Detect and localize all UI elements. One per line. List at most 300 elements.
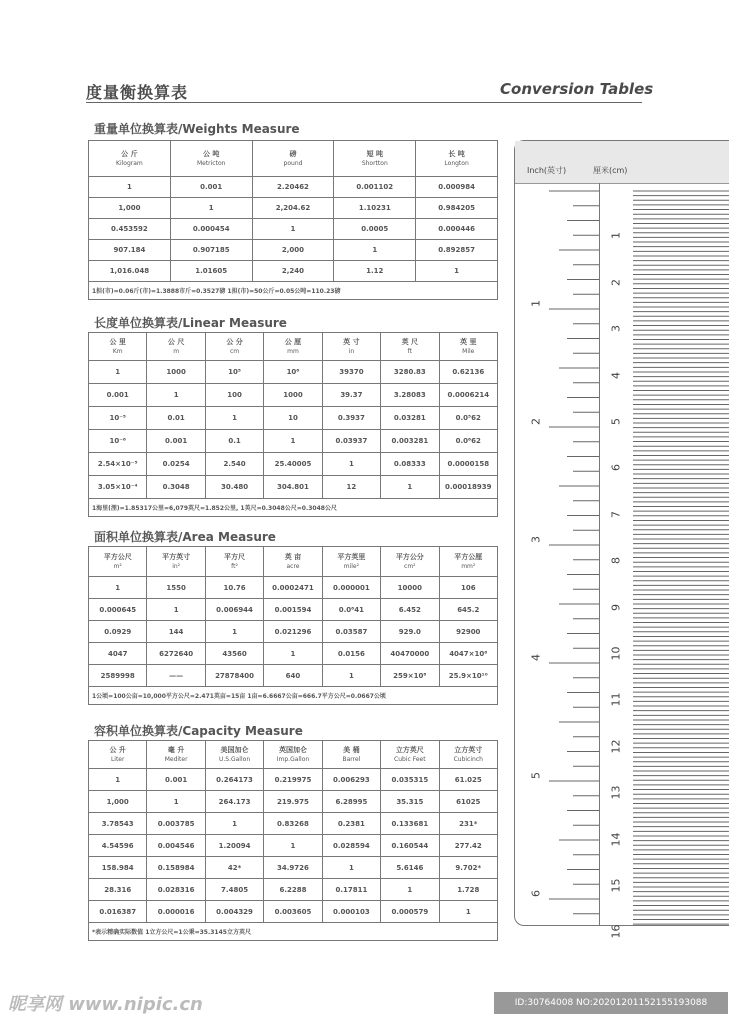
- weights-header-cn: 公 斤: [121, 149, 138, 158]
- page-title-cn: 度量衡换算表: [86, 83, 189, 102]
- weights-row: [89, 198, 498, 219]
- area-cell: 43560: [205, 643, 263, 665]
- capacity-cell: 6.28995: [322, 791, 380, 813]
- weights-cell: 0.907185: [170, 240, 252, 261]
- capacity-cell: 0.160544: [381, 835, 439, 857]
- weights-row: [89, 240, 498, 261]
- capacity-header-cell: [322, 741, 380, 769]
- linear-cell: 0.0006214: [439, 384, 497, 407]
- area-header-cell: [89, 547, 147, 577]
- linear-table: [88, 332, 498, 517]
- linear-header-cn: 公 尺: [167, 337, 185, 346]
- capacity-cell: 0.219975: [264, 769, 322, 791]
- linear-header-cn: 公 里: [109, 337, 126, 346]
- linear-cell: 30.480: [205, 476, 263, 499]
- area-cell: 92900: [439, 621, 497, 643]
- linear-cell: 0.1: [205, 430, 263, 453]
- linear-header-cell: [264, 333, 322, 361]
- area-cell: ——: [147, 665, 205, 687]
- linear-cell: 10⁻⁶: [89, 430, 147, 453]
- inch-number: 3: [529, 536, 543, 543]
- linear-cell: 10⁻⁵: [89, 407, 147, 430]
- capacity-cell: 0.001: [147, 769, 205, 791]
- cm-number: 8: [609, 557, 623, 565]
- inch-number: 4: [529, 654, 543, 661]
- weights-cell: 1: [252, 219, 334, 240]
- weights-header-cn: 短 吨: [366, 149, 383, 158]
- weights-cell: 1: [170, 198, 252, 219]
- cm-number: 16: [609, 924, 623, 939]
- capacity-cell: 264.173: [205, 791, 263, 813]
- linear-header-cn: 英 里: [460, 337, 477, 346]
- area-cell: 1: [147, 599, 205, 621]
- capacity-cell: 0.006293: [322, 769, 380, 791]
- area-cell: 6272640: [147, 643, 205, 665]
- linear-cell: 0.62136: [439, 361, 497, 384]
- capacity-cell: 0.003785: [147, 813, 205, 835]
- ruler-divider: [599, 183, 600, 925]
- capacity-cell: 1.728: [439, 879, 497, 901]
- cm-number: 11: [609, 692, 623, 707]
- cm-number: 2: [609, 278, 623, 286]
- linear-cell: 3.05×10⁻⁴: [89, 476, 147, 499]
- weights-header-row: [89, 141, 498, 177]
- cm-number: 4: [609, 371, 623, 379]
- linear-row: [89, 407, 498, 430]
- capacity-cell: 61025: [439, 791, 497, 813]
- linear-cell: 304.801: [264, 476, 322, 499]
- cm-number: 13: [609, 785, 623, 800]
- capacity-cell: 1: [322, 857, 380, 879]
- weights-header-en: Kilogram: [116, 159, 143, 167]
- capacity-cell: 0.000016: [147, 901, 205, 923]
- capacity-cell: 28.316: [89, 879, 147, 901]
- weights-cell: 2,204.62: [252, 198, 334, 219]
- weights-header-en: Longton: [444, 159, 469, 167]
- weights-row: [89, 261, 498, 282]
- linear-cell: 100: [205, 384, 263, 407]
- capacity-cell: 0.000579: [381, 901, 439, 923]
- cm-number: 12: [609, 739, 623, 754]
- weights-cell: 1,016.048: [89, 261, 171, 282]
- linear-header-cell: [89, 333, 147, 361]
- weights-row: [89, 219, 498, 240]
- capacity-cell: 0.035315: [381, 769, 439, 791]
- area-cell: 0.03587: [322, 621, 380, 643]
- area-cell: 929.0: [381, 621, 439, 643]
- weights-cell: 0.001: [170, 177, 252, 198]
- page-title-en: Conversion Tables: [500, 80, 654, 98]
- weights-cell: 2.20462: [252, 177, 334, 198]
- weights-cell: 1.10231: [334, 198, 416, 219]
- linear-cell: 0.03937: [322, 430, 380, 453]
- linear-cell: 39370: [322, 361, 380, 384]
- weights-cell: 907.184: [89, 240, 171, 261]
- weights-cell: 1: [416, 261, 498, 282]
- linear-cell: 1: [205, 407, 263, 430]
- weights-header-cell: [89, 141, 171, 177]
- ruler-cm-label: 厘米(cm): [593, 166, 628, 175]
- capacity-note-row: [89, 923, 498, 941]
- cm-number: 5: [609, 418, 623, 425]
- area-header-cn: 平方公厘: [454, 552, 483, 561]
- area-header-cell: [439, 547, 497, 577]
- weights-cell: 1.01605: [170, 261, 252, 282]
- capacity-row: [89, 901, 498, 923]
- linear-cell: 0.08333: [381, 453, 439, 476]
- weights-table: [88, 140, 498, 300]
- linear-header-en: mm: [287, 347, 299, 355]
- area-cell: 4047×10⁶: [439, 643, 497, 665]
- area-row: [89, 643, 498, 665]
- weights-cell: 0.0005: [334, 219, 416, 240]
- weights-header-cell: [334, 141, 416, 177]
- area-cell: 1: [264, 643, 322, 665]
- capacity-header-cn: 美国加仑: [220, 745, 249, 754]
- area-header-cell: [322, 547, 380, 577]
- area-header-en: acre: [286, 562, 300, 570]
- linear-cell: 1: [264, 430, 322, 453]
- weights-cell: 0.001102: [334, 177, 416, 198]
- linear-title: 长度单位换算表/Linear Measure: [94, 316, 287, 330]
- weights-note: 1担(市)=0.06斤(市)=1.3888市斤=0.3527磅 1担(市)=50公斤=0.05公吨=110.23磅: [89, 282, 498, 300]
- area-cell: 0.021296: [264, 621, 322, 643]
- linear-cell: 1000: [147, 361, 205, 384]
- capacity-cell: 0.003605: [264, 901, 322, 923]
- linear-cell: 0.3048: [147, 476, 205, 499]
- area-cell: 106: [439, 577, 497, 599]
- area-header-cn: 英 亩: [284, 552, 302, 561]
- cm-number: 1: [609, 232, 623, 240]
- cm-number: 6: [609, 464, 623, 472]
- capacity-row: [89, 879, 498, 901]
- linear-cell: 3.28083: [381, 384, 439, 407]
- area-row: [89, 665, 498, 687]
- linear-row: [89, 476, 498, 499]
- capacity-header-en: Imp.Gallon: [276, 755, 310, 763]
- area-cell: 0.0002471: [264, 577, 322, 599]
- weights-cell: 2,240: [252, 261, 334, 282]
- area-cell: 0.0929: [89, 621, 147, 643]
- inch-number: 1: [529, 300, 543, 307]
- area-header-cell: [147, 547, 205, 577]
- capacity-header-cell: [147, 741, 205, 769]
- area-header-cell: [381, 547, 439, 577]
- area-cell: 640: [264, 665, 322, 687]
- linear-header-en: Mile: [462, 347, 475, 355]
- linear-cell: 10⁵: [205, 361, 263, 384]
- linear-header-cn: 英 尺: [401, 337, 419, 346]
- weights-cell: 1.12: [334, 261, 416, 282]
- linear-header-en: in: [348, 347, 355, 355]
- capacity-header-cn: 立方英寸: [454, 745, 483, 754]
- capacity-cell: 0.004546: [147, 835, 205, 857]
- capacity-header-cn: 毫 升: [167, 745, 185, 754]
- linear-cell: 0.0000158: [439, 453, 497, 476]
- area-cell: 0.0156: [322, 643, 380, 665]
- inch-number: 6: [529, 890, 543, 897]
- area-header-cn: 平方公尺: [103, 552, 132, 561]
- capacity-cell: 0.83268: [264, 813, 322, 835]
- capacity-cell: 0.264173: [205, 769, 263, 791]
- area-header-en: cm²: [404, 562, 416, 570]
- linear-cell: 1: [381, 476, 439, 499]
- area-header-cn: 平方尺: [224, 552, 246, 561]
- linear-header-cell: [205, 333, 263, 361]
- area-cell: 645.2: [439, 599, 497, 621]
- weights-header-cn: 公 吨: [202, 149, 220, 158]
- capacity-header-en: Cubicinch: [453, 755, 483, 763]
- weights-header-cn: 磅: [289, 149, 297, 158]
- capacity-note: *表示精确实际数值 1立方公尺=1公秉=35.3145立方英尺: [89, 923, 498, 941]
- inch-number: 2: [529, 418, 543, 425]
- linear-header-cell: [381, 333, 439, 361]
- area-cell: 25.9×10¹⁰: [439, 665, 497, 687]
- capacity-header-cell: [264, 741, 322, 769]
- watermark-id: ID:30764008 NO:20201201152155193088: [494, 992, 728, 1014]
- area-header-cn: 平方英寸: [162, 552, 191, 561]
- capacity-cell: 1: [89, 769, 147, 791]
- weights-cell: 2,000: [252, 240, 334, 261]
- linear-cell: 0.01: [147, 407, 205, 430]
- capacity-row: [89, 791, 498, 813]
- area-cell: 0.0⁶41: [322, 599, 380, 621]
- weights-note-row: [89, 282, 498, 300]
- cm-number: 10: [609, 646, 623, 661]
- capacity-header-cell: [89, 741, 147, 769]
- capacity-cell: 0.158984: [147, 857, 205, 879]
- area-cell: 10.76: [205, 577, 263, 599]
- weights-cell: 0.000446: [416, 219, 498, 240]
- linear-cell: 1: [322, 453, 380, 476]
- capacity-row: [89, 835, 498, 857]
- capacity-cell: 0.17811: [322, 879, 380, 901]
- capacity-header-en: U.S.Gallon: [218, 755, 251, 763]
- linear-cell: 1: [147, 384, 205, 407]
- linear-cell: 10: [264, 407, 322, 430]
- capacity-cell: 0.000103: [322, 901, 380, 923]
- weights-cell: 0.892857: [416, 240, 498, 261]
- area-header-row: [89, 547, 498, 577]
- capacity-row: [89, 813, 498, 835]
- ruler: [514, 140, 729, 939]
- weights-cell: 0.453592: [89, 219, 171, 240]
- capacity-cell: 1: [147, 791, 205, 813]
- area-row: [89, 599, 498, 621]
- capacity-header-en: Liter: [110, 755, 125, 763]
- linear-cell: 0.03281: [381, 407, 439, 430]
- capacity-cell: 0.028594: [322, 835, 380, 857]
- weights-title: 重量单位换算表/Weights Measure: [94, 122, 300, 136]
- capacity-cell: 6.2288: [264, 879, 322, 901]
- linear-cell: 1000: [264, 384, 322, 407]
- capacity-cell: 277.42: [439, 835, 497, 857]
- capacity-table: [88, 740, 498, 941]
- linear-cell: 0.00018939: [439, 476, 497, 499]
- capacity-cell: 5.6146: [381, 857, 439, 879]
- capacity-cell: 1,000: [89, 791, 147, 813]
- capacity-cell: 4.54596: [89, 835, 147, 857]
- area-header-cell: [264, 547, 322, 577]
- area-cell: 1: [89, 577, 147, 599]
- area-cell: 0.000001: [322, 577, 380, 599]
- capacity-cell: 9.702*: [439, 857, 497, 879]
- weights-header-cn: 长 吨: [448, 149, 465, 158]
- area-row: [89, 577, 498, 599]
- capacity-cell: 3.78543: [89, 813, 147, 835]
- weights-header-en: Shortton: [361, 159, 388, 167]
- linear-header-cell: [322, 333, 380, 361]
- weights-cell: 0.984205: [416, 198, 498, 219]
- capacity-header-cn: 英国加仑: [278, 745, 307, 754]
- linear-cell: 0.001: [89, 384, 147, 407]
- capacity-cell: 0.016387: [89, 901, 147, 923]
- capacity-cell: 1: [381, 879, 439, 901]
- capacity-row: [89, 769, 498, 791]
- cm-number: 7: [609, 510, 623, 518]
- capacity-cell: 34.9726: [264, 857, 322, 879]
- linear-row: [89, 384, 498, 407]
- area-row: [89, 621, 498, 643]
- linear-header-cn: 公 厘: [284, 337, 302, 346]
- weights-header-en: Metricton: [196, 159, 226, 167]
- area-header-en: in²: [172, 562, 181, 570]
- area-header-cn: 平方公分: [395, 552, 424, 561]
- area-note-row: [89, 687, 498, 705]
- capacity-cell: 1: [205, 813, 263, 835]
- capacity-row: [89, 857, 498, 879]
- ruler-ticks: [515, 141, 729, 925]
- capacity-cell: 231*: [439, 813, 497, 835]
- area-cell: 40470000: [381, 643, 439, 665]
- linear-cell: 12: [322, 476, 380, 499]
- area-cell: 0.001594: [264, 599, 322, 621]
- linear-cell: 2.540: [205, 453, 263, 476]
- linear-header-en: Km: [112, 347, 123, 355]
- capacity-header-cell: [381, 741, 439, 769]
- linear-header-cn: 英 寸: [343, 337, 360, 346]
- cm-number: 3: [609, 325, 623, 333]
- capacity-header-cell: [205, 741, 263, 769]
- linear-cell: 0.0⁶62: [439, 430, 497, 453]
- cm-number: 15: [609, 878, 623, 893]
- area-cell: 0.000645: [89, 599, 147, 621]
- cm-number: 14: [609, 832, 623, 847]
- capacity-header-en: Barrel: [342, 755, 361, 763]
- linear-cell: 0.003281: [381, 430, 439, 453]
- inch-number: 5: [529, 772, 543, 779]
- capacity-header-cell: [439, 741, 497, 769]
- linear-row: [89, 361, 498, 384]
- linear-cell: 0.0254: [147, 453, 205, 476]
- weights-row: [89, 177, 498, 198]
- area-cell: 1550: [147, 577, 205, 599]
- linear-header-cell: [147, 333, 205, 361]
- weights-header-cell: [170, 141, 252, 177]
- linear-header-en: cm: [229, 347, 240, 355]
- capacity-header-cn: 立方英尺: [395, 745, 424, 754]
- linear-cell: 10⁶: [264, 361, 322, 384]
- linear-header-cell: [439, 333, 497, 361]
- capacity-header-row: [89, 741, 498, 769]
- area-header-en: mm²: [461, 562, 476, 570]
- capacity-cell: 1: [264, 835, 322, 857]
- linear-note-row: [89, 499, 498, 517]
- capacity-cell: 1.20094: [205, 835, 263, 857]
- watermark-logo: 昵享网 www.nipic.cn: [8, 994, 203, 1015]
- capacity-header-cn: 公 升: [109, 745, 126, 754]
- area-note: 1公顷=100公亩=10,000平方公尺=2.471英亩=15亩 1亩=6.6667公亩=666.7平方公尺=0.0667公顷: [89, 687, 498, 705]
- area-header-en: mile²: [343, 562, 360, 570]
- linear-header-row: [89, 333, 498, 361]
- linear-cell: 39.37: [322, 384, 380, 407]
- linear-cell: 25.40005: [264, 453, 322, 476]
- area-cell: 259×10⁸: [381, 665, 439, 687]
- linear-cell: 1: [89, 361, 147, 384]
- linear-header-en: ft: [407, 347, 412, 355]
- area-header-en: ft²: [231, 562, 238, 570]
- capacity-cell: 0.028316: [147, 879, 205, 901]
- cm-number: 9: [609, 603, 623, 611]
- weights-header-cell: [416, 141, 498, 177]
- capacity-cell: 61.025: [439, 769, 497, 791]
- linear-note: 1海里(浬)=1.85317公里=6,079英尺=1.852公里, 1英尺=0.3048公尺=0.3048公尺: [89, 499, 498, 517]
- capacity-cell: 0.004329: [205, 901, 263, 923]
- linear-header-cn: 公 分: [226, 337, 243, 346]
- capacity-cell: 158.984: [89, 857, 147, 879]
- linear-row: [89, 453, 498, 476]
- weights-cell: 0.000454: [170, 219, 252, 240]
- capacity-cell: 0.133681: [381, 813, 439, 835]
- area-title: 面积单位换算表/Area Measure: [94, 530, 276, 544]
- weights-cell: 1: [334, 240, 416, 261]
- area-table: [88, 546, 498, 705]
- area-cell: 4047: [89, 643, 147, 665]
- area-cell: 10000: [381, 577, 439, 599]
- capacity-title: 容积单位换算表/Capacity Measure: [94, 724, 303, 738]
- weights-header-en: pound: [283, 159, 303, 167]
- title-divider: [86, 102, 642, 103]
- capacity-cell: 0.2381: [322, 813, 380, 835]
- area-cell: 0.006944: [205, 599, 263, 621]
- area-cell: 6.452: [381, 599, 439, 621]
- linear-cell: 0.0⁵62: [439, 407, 497, 430]
- capacity-cell: 219.975: [264, 791, 322, 813]
- linear-cell: 3280.83: [381, 361, 439, 384]
- capacity-cell: 1: [439, 901, 497, 923]
- linear-header-en: m: [173, 347, 180, 355]
- area-cell: 1: [205, 621, 263, 643]
- linear-row: [89, 430, 498, 453]
- area-cell: 1: [322, 665, 380, 687]
- weights-cell: 1,000: [89, 198, 171, 219]
- weights-cell: 0.000984: [416, 177, 498, 198]
- area-header-en: m²: [113, 562, 122, 570]
- linear-cell: 2.54×10⁻⁵: [89, 453, 147, 476]
- capacity-cell: 42*: [205, 857, 263, 879]
- weights-cell: 1: [89, 177, 171, 198]
- area-cell: 2589998: [89, 665, 147, 687]
- area-header-cell: [205, 547, 263, 577]
- area-cell: 144: [147, 621, 205, 643]
- ruler-inch-label: Inch(英寸): [527, 166, 567, 175]
- area-cell: 27878400: [205, 665, 263, 687]
- linear-cell: 0.001: [147, 430, 205, 453]
- capacity-header-en: Mediter: [164, 755, 188, 763]
- capacity-cell: 35.315: [381, 791, 439, 813]
- linear-cell: 0.3937: [322, 407, 380, 430]
- area-header-cn: 平方英里: [337, 552, 366, 561]
